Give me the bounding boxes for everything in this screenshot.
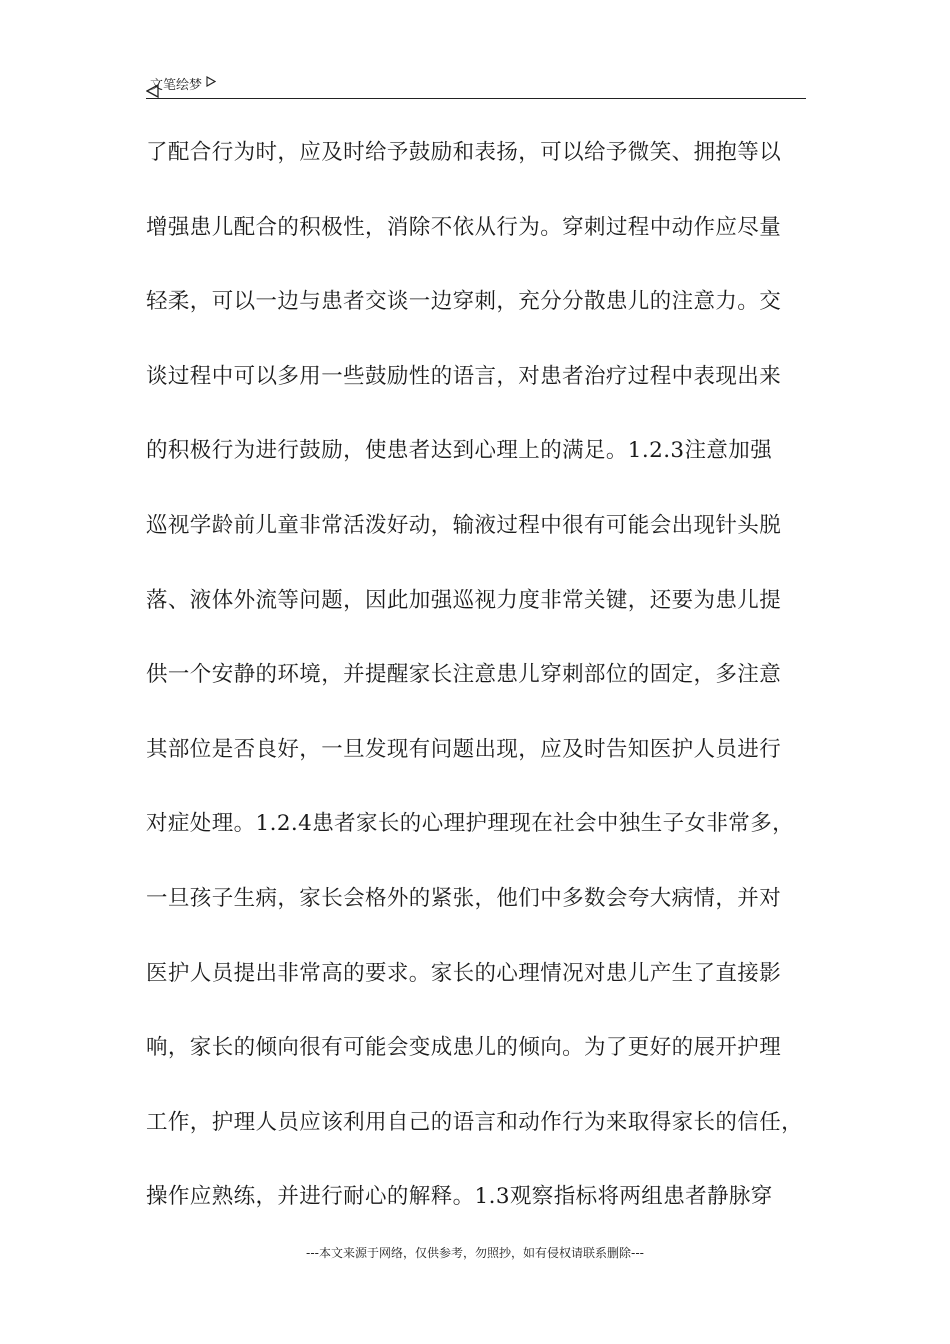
text-line: 一旦孩子生病，家长会格外的紧张，他们中多数会夸大病情，并对 bbox=[146, 885, 782, 911]
text-line: 落、液体外流等问题，因此加强巡视力度非常关键，还要为患儿提 bbox=[146, 587, 782, 613]
footer-notice: ---本文来源于网络，仅供参考，勿照抄，如有侵权请联系删除--- bbox=[306, 1246, 644, 1260]
document-body bbox=[146, 130, 810, 1249]
text-line: 巡视学龄前儿童非常活泼好动，输液过程中很有可能会出现针头脱 bbox=[146, 512, 782, 538]
text-line: 操作应熟练，并进行耐心的解释。1.3观察指标将两组患者静脉穿 bbox=[146, 1184, 773, 1210]
text-line: 其部位是否良好，一旦发现有问题出现，应及时告知医护人员进行 bbox=[146, 736, 782, 762]
text-line: 供一个安静的环境，并提醒家长注意患儿穿刺部位的固定，多注意 bbox=[146, 662, 782, 688]
text-line: 工作，护理人员应该利用自己的语言和动作行为来取得家长的信任， bbox=[146, 1109, 804, 1135]
text-line: 了配合行为时，应及时给予鼓励和表扬，可以给予微笑、拥抱等以 bbox=[146, 140, 782, 165]
text-line: 响，家长的倾向很有可能会变成患儿的倾向。为了更好的展开护理 bbox=[146, 1035, 782, 1061]
text-line: 轻柔，可以一边与患者交谈一边穿刺，充分分散患儿的注意力。交 bbox=[146, 289, 782, 315]
text-line: 对症处理。1.2.4患者家长的心理护理现在社会中独生子女非常多， bbox=[146, 811, 795, 837]
text-line: 增强患儿配合的积极性，消除不依从行为。穿刺过程中动作应尽量 bbox=[146, 214, 782, 240]
text-line: 的积极行为进行鼓励，使患者达到心理上的满足。1.2.3注意加强 bbox=[146, 438, 773, 464]
page-header bbox=[146, 72, 806, 99]
text-line: 谈过程中可以多用一些鼓励性的语言，对患者治疗过程中表现出来 bbox=[146, 363, 782, 389]
triangle-right-outline-icon bbox=[206, 76, 216, 92]
text-line: 医护人员提出非常高的要求。家长的心理情况对患儿产生了直接影 bbox=[146, 960, 782, 986]
brand-label: 文笔绘梦 bbox=[150, 78, 203, 93]
header-brand bbox=[146, 74, 216, 93]
